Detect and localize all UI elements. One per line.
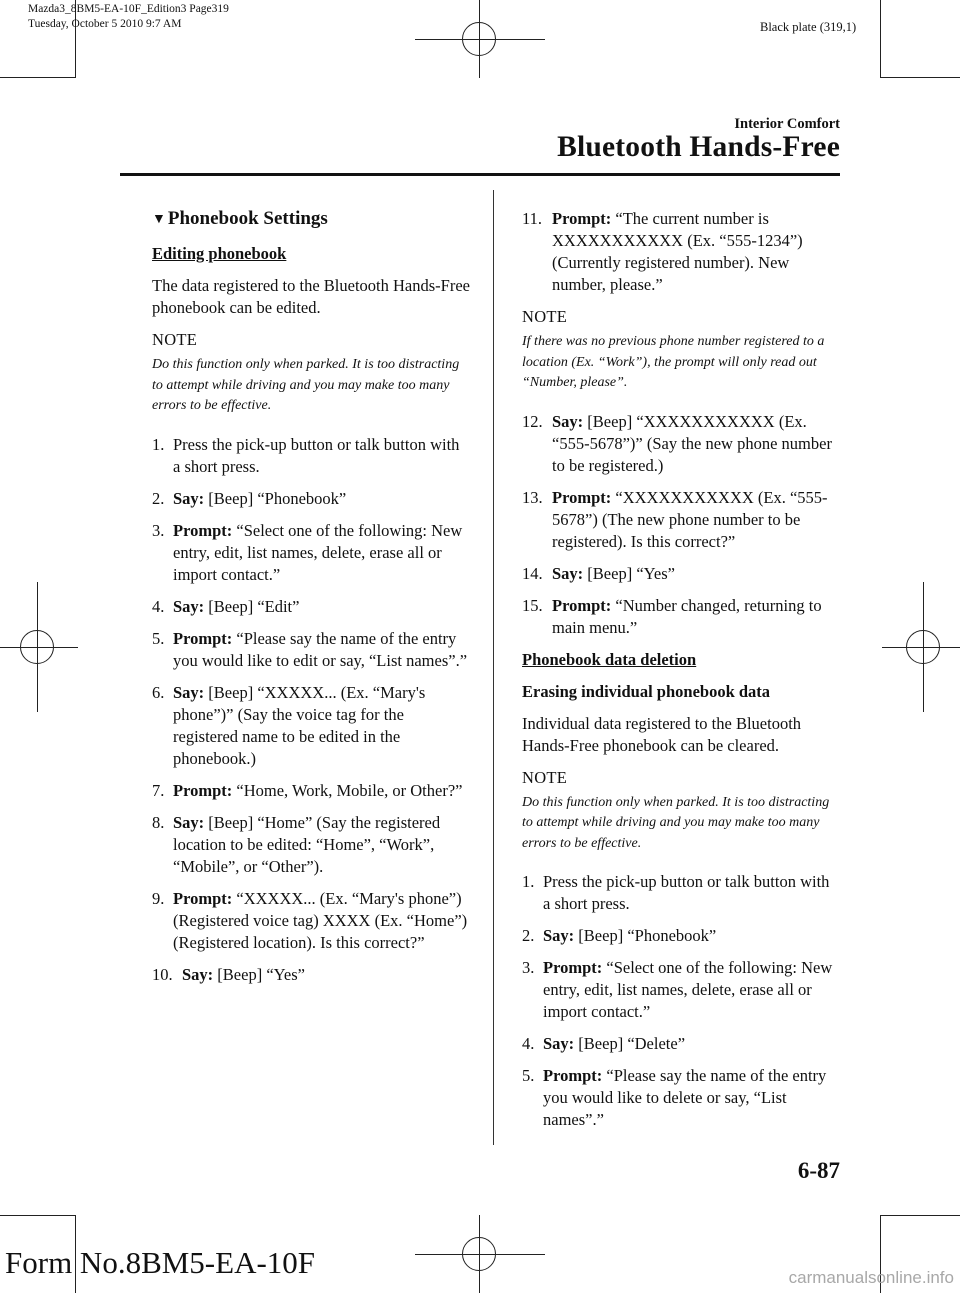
triangle-marker-icon: ▼ xyxy=(152,212,166,227)
step-keyword: Prompt: xyxy=(173,520,233,540)
step-keyword: Say: xyxy=(182,964,214,984)
step-text: “Number changed, returning to main menu.” xyxy=(552,595,822,637)
step-number: 6. xyxy=(152,682,165,702)
step-number: 12. xyxy=(522,411,543,431)
print-metadata-line: Mazda3_8BM5-EA-10F_Edition3 Page319 xyxy=(28,3,229,15)
step-keyword: Say: xyxy=(173,488,205,508)
right-column xyxy=(522,208,840,1141)
step-text: [Beep] “XXXXX... (Ex. “Mary's phone”)” (Say the voice tag for the registered name to be edited in the phonebook.) xyxy=(173,682,426,768)
step-keyword: Prompt: xyxy=(543,958,603,977)
note-text: Do this function only when parked. It is too distracting to attempt while driving and you may make too many errors to be effective. xyxy=(522,794,830,851)
step-number: 7. xyxy=(152,780,165,800)
step-keyword: Prompt: xyxy=(552,487,612,507)
intro-paragraph: Individual data registered to the Bluetooth Hands-Free phonebook can be cleared. xyxy=(522,713,802,755)
registration-mark xyxy=(882,647,960,648)
step-item xyxy=(522,925,840,947)
step-number: 2. xyxy=(522,926,535,945)
note-label: NOTE xyxy=(152,330,198,349)
subheading: Phonebook data deletion xyxy=(522,649,697,669)
step-keyword: Prompt: xyxy=(173,628,233,648)
step-text: “XXXXXXXXXXX (Ex. “555-5678”) (The new phone number to be registered). Is this correct?” xyxy=(552,487,828,551)
step-item xyxy=(522,411,840,477)
step-number: 8. xyxy=(152,812,165,832)
step-keyword: Say: xyxy=(543,1034,575,1053)
step-item xyxy=(152,628,470,672)
step-keyword: Say: xyxy=(173,596,205,616)
step-keyword: Say: xyxy=(552,411,584,431)
registration-mark xyxy=(415,39,545,40)
left-column xyxy=(152,208,470,996)
crop-mark xyxy=(880,77,960,78)
step-list xyxy=(522,411,840,639)
step-number: 5. xyxy=(522,1066,535,1085)
step-number: 10. xyxy=(152,964,173,984)
plate-label: Black plate (319,1) xyxy=(760,20,857,34)
step-item xyxy=(522,957,840,1023)
step-text: [Beep] “Phonebook” xyxy=(208,488,347,508)
step-list xyxy=(522,871,840,1131)
step-item xyxy=(152,888,470,954)
step-item xyxy=(522,595,840,639)
step-text: [Beep] “Delete” xyxy=(578,1034,686,1053)
step-number: 2. xyxy=(152,488,165,508)
step-item xyxy=(522,1033,840,1055)
step-keyword: Prompt: xyxy=(543,1066,603,1085)
step-item xyxy=(522,487,840,553)
crop-mark xyxy=(0,77,76,78)
step-keyword: Say: xyxy=(552,563,584,583)
bold-subtitle: Erasing individual phonebook data xyxy=(522,681,771,701)
registration-mark xyxy=(479,0,480,78)
subheading: Editing phonebook xyxy=(152,244,287,263)
print-metadata xyxy=(28,2,229,32)
step-text: Press the pick-up button or talk button with a short press. xyxy=(543,872,830,913)
step-item xyxy=(152,812,470,878)
step-item xyxy=(152,964,470,986)
step-text: [Beep] “Home” (Say the registered location to be edited: “Home”, “Work”, “Mobile”, or “Other”). xyxy=(173,812,441,876)
registration-mark xyxy=(37,582,38,712)
step-keyword: Say: xyxy=(173,812,205,832)
note-label: NOTE xyxy=(522,307,568,326)
step-text: “Please say the name of the entry you would like to edit or say, “List names”.” xyxy=(173,628,468,670)
note-label: NOTE xyxy=(522,767,568,787)
column-divider xyxy=(493,190,494,1145)
step-text: [Beep] “Edit” xyxy=(208,596,300,616)
crop-mark xyxy=(0,1215,76,1216)
page-number: 6-87 xyxy=(797,1158,840,1183)
step-item xyxy=(152,596,470,618)
step-item xyxy=(152,780,470,802)
step-text: [Beep] “Yes” xyxy=(587,563,675,583)
registration-mark xyxy=(923,582,924,712)
section-heading-text: Phonebook Settings xyxy=(167,208,328,229)
section-label: Interior Comfort xyxy=(734,116,840,132)
step-keyword: Prompt: xyxy=(173,888,233,908)
step-text: [Beep] “Yes” xyxy=(217,964,305,984)
step-keyword: Prompt: xyxy=(173,780,233,800)
watermark: carmanualsonline.info xyxy=(788,1268,954,1287)
registration-mark xyxy=(0,647,78,648)
step-number: 1. xyxy=(522,872,535,891)
crop-mark xyxy=(880,0,881,78)
step-item xyxy=(152,434,470,478)
note-text: Do this function only when parked. It is too distracting to attempt while driving and you may make too many errors to be effective. xyxy=(152,357,460,413)
note-text: If there was no previous phone number registered to a location (Ex. “Work”), the prompt will only read out “Number, please”. xyxy=(522,334,825,390)
step-number: 15. xyxy=(522,595,543,615)
step-text: “Please say the name of the entry you would like to delete or say, “List names”.” xyxy=(543,1066,827,1129)
step-item xyxy=(522,563,840,585)
step-item xyxy=(522,1065,840,1131)
form-number: Form No.8BM5-EA-10F xyxy=(5,1245,316,1280)
step-item xyxy=(152,488,470,510)
step-text: “Select one of the following: New entry, edit, list names, delete, erase all or import contact.” xyxy=(543,958,833,1021)
step-number: 4. xyxy=(522,1034,535,1053)
section-heading xyxy=(152,208,470,231)
step-text: Press the pick-up button or talk button with a short press. xyxy=(173,434,460,476)
intro-paragraph: The data registered to the Bluetooth Hands-Free phonebook can be edited. xyxy=(152,276,470,317)
step-keyword: Say: xyxy=(543,926,575,945)
step-number: 5. xyxy=(152,628,165,648)
step-number: 13. xyxy=(522,487,543,507)
step-item xyxy=(522,871,840,915)
step-number: 11. xyxy=(522,209,543,228)
step-number: 9. xyxy=(152,888,165,908)
print-metadata-line: Tuesday, October 5 2010 9:7 AM xyxy=(28,18,182,30)
step-text: [Beep] “Phonebook” xyxy=(578,926,717,945)
step-keyword: Say: xyxy=(173,682,205,702)
step-text: “XXXXX... (Ex. “Mary's phone”) (Registered voice tag) XXXX (Ex. “Home”) (Registered location). Is this correct?” xyxy=(173,888,468,952)
section-title: Bluetooth Hands-Free xyxy=(557,131,840,163)
step-number: 14. xyxy=(522,563,543,583)
step-text: “Select one of the following: New entry, edit, list names, delete, erase all or import contact.” xyxy=(173,520,463,584)
step-item xyxy=(152,520,470,586)
registration-mark xyxy=(479,1215,480,1293)
step-keyword: Prompt: xyxy=(552,209,612,228)
step-list xyxy=(522,208,840,296)
step-text: [Beep] “XXXXXXXXXXX (Ex. “555-5678”)” (Say the new phone number to be registered.) xyxy=(552,411,832,475)
step-item xyxy=(152,682,470,770)
step-number: 4. xyxy=(152,596,165,616)
step-text: “Home, Work, Mobile, or Other?” xyxy=(236,780,463,800)
step-list xyxy=(152,434,470,986)
registration-mark xyxy=(415,1254,545,1255)
header-rule xyxy=(120,173,840,176)
step-item xyxy=(522,208,840,296)
step-number: 1. xyxy=(152,434,165,454)
step-number: 3. xyxy=(152,520,165,540)
crop-mark xyxy=(880,1215,960,1216)
step-number: 3. xyxy=(522,958,535,977)
step-text: “The current number is XXXXXXXXXXX (Ex. “555-1234”) (Currently registered number). New number, please.” xyxy=(552,209,803,294)
step-keyword: Prompt: xyxy=(552,595,612,615)
